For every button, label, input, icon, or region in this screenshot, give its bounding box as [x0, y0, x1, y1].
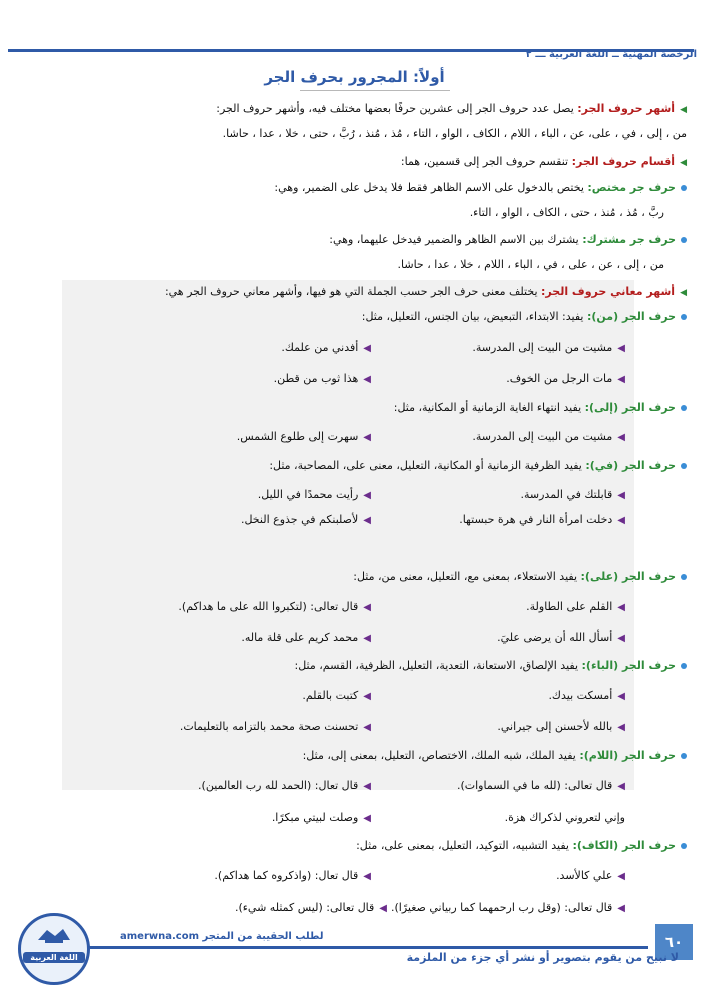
arrow-bullet-icon: ◀ — [363, 343, 371, 354]
kaf-label: حرف الجر (الكاف): — [572, 839, 676, 852]
kaf-text: يفيد التشبيه، التوكيد، التعليل، بمعنى على، مثل: — [356, 839, 573, 852]
exclusive-text: يختص بالدخول على الاسم الظاهر فقط فلا يدخل على الضمير، وهي: — [274, 181, 588, 194]
circle-bullet-icon — [681, 314, 687, 320]
copyright-warning: لا نبيح من يقوم بتصوير أو نشر أي جزء من الملزمة — [406, 951, 679, 964]
arrow-bullet-icon: ◀ — [617, 781, 625, 792]
divisions-text: تنقسم حروف الجر إلى قسمين، هما: — [400, 155, 572, 168]
triangle-bullet-icon: ◀ — [680, 105, 687, 115]
circle-bullet-icon — [681, 574, 687, 580]
arrow-bullet-icon: ◀ — [617, 722, 625, 733]
ala-text: يفيد الاستعلاء، بمعنى مع، التعليل، معنى من، مثل: — [353, 570, 581, 583]
ila-line — [394, 400, 687, 416]
shared-line — [329, 232, 687, 248]
arrow-bullet-icon: ◀ — [363, 515, 371, 526]
arrow-bullet-icon: ◀ — [379, 903, 387, 914]
page-number: ٦٠ — [655, 924, 693, 960]
arrow-bullet-icon: ◀ — [617, 602, 625, 613]
arrow-bullet-icon: ◀ — [363, 374, 371, 385]
intro-text: يصل عدد حروف الجر إلى عشرين حرفًا بعضها مختلف فيه، وأشهر حروف الجر: — [216, 102, 578, 115]
circle-bullet-icon — [681, 185, 687, 191]
meanings-line — [165, 284, 687, 301]
arrow-bullet-icon: ◀ — [363, 781, 371, 792]
store-link[interactable]: لطلب الحقيبة من المتجر amerwna.com — [120, 931, 324, 942]
watermark-area — [62, 280, 634, 790]
example-item: ◀وصلت لبيتي مبكرًا. — [271, 811, 371, 824]
example-item: ◀سهرت إلى طلوع الشمس. — [236, 430, 371, 443]
page-header: الرخصة المهنية ــ اللغة العربية ـــ ٢ — [525, 49, 697, 60]
example-item: ◀القلم على الطاولة. — [526, 600, 625, 613]
example-item: ◀علي كالأسد. — [556, 869, 625, 882]
circle-bullet-icon — [681, 663, 687, 669]
title-underline — [300, 90, 450, 91]
triangle-bullet-icon: ◀ — [680, 158, 687, 168]
intro-list: من ، إلى ، في ، على، عن ، الباء ، اللام ، الكاف ، الواو ، التاء ، مُذ ، مُنذ ، رُبَّ ، حتى ، خلا ، عدا ، حاشا. — [222, 127, 687, 140]
example-item: ◀قال تعالى: (لله ما في السماوات). — [456, 779, 625, 792]
lam-label: حرف الجر (اللام): — [579, 749, 676, 762]
meanings-text: يختلف معنى حرف الجر حسب الجملة التي هو فيها، وأشهر معاني حروف الجر هي: — [164, 285, 542, 298]
min-line — [362, 309, 687, 325]
example-item: ◀أمسكت بيدك. — [548, 689, 625, 702]
ila-label: حرف الجر (إلى): — [584, 401, 676, 414]
circle-bullet-icon — [681, 753, 687, 759]
fi-label: حرف الجر (في): — [585, 459, 676, 472]
ila-text: يفيد انتهاء الغاية الزمانية أو المكانية، مثل: — [393, 401, 585, 414]
circle-bullet-icon — [681, 463, 687, 469]
example-item: ◀مشيت من البيت إلى المدرسة. — [472, 341, 625, 354]
lam-text: يفيد الملك، شبه الملك، الاختصاص، التعليل، بمعنى إلى، مثل: — [302, 749, 580, 762]
arrow-bullet-icon: ◀ — [617, 903, 625, 914]
logo — [18, 913, 90, 985]
page-title: أولاً: المجرور بحرف الجر — [264, 68, 445, 86]
example-item: ◀تحسنت صحة محمد بالتزامه بالتعليمات. — [179, 720, 371, 733]
ba-text: يفيد الإلصاق، الاستعانة، التعدية، التعليل، الظرفية، القسم، مثل: — [294, 659, 582, 672]
fi-text: يفيد الظرفية الزمانية أو المكانية، التعليل، معنى على، المصاحبة، مثل: — [269, 459, 586, 472]
shared-label: حرف جر مشترك: — [582, 233, 676, 246]
arrow-bullet-icon: ◀ — [363, 691, 371, 702]
arrow-bullet-icon: ◀ — [363, 871, 371, 882]
example-item: ◀أسأل الله أن يرضى عليَ. — [497, 631, 625, 644]
arrow-bullet-icon: ◀ — [617, 515, 625, 526]
example-item: وإني لتعروني لذكراك هزة. — [504, 811, 625, 824]
lam-line — [303, 748, 687, 764]
example-item: ◀بالله لأحسنن إلى جيراني. — [497, 720, 625, 733]
example-item: ◀مشيت من البيت إلى المدرسة. — [472, 430, 625, 443]
logo-text: اللغة العربية — [23, 952, 85, 963]
circle-bullet-icon — [681, 237, 687, 243]
exclusive-line — [274, 180, 687, 196]
min-label: حرف الجر (من): — [586, 310, 676, 323]
ba-line — [295, 658, 688, 674]
arrow-bullet-icon: ◀ — [617, 691, 625, 702]
arrow-bullet-icon: ◀ — [617, 490, 625, 501]
example-item: ◀رأيت محمدًا في الليل. — [257, 488, 371, 501]
arrow-bullet-icon: ◀ — [617, 633, 625, 644]
ala-line — [353, 569, 687, 585]
divisions-label: أقسام حروف الجر: — [571, 155, 676, 168]
example-item: ◀لأصلبنكم في جذوع النخل. — [240, 513, 371, 526]
example-item: ◀أفدني من علمك. — [281, 341, 371, 354]
intro-line — [216, 101, 687, 118]
ala-label: حرف الجر (على): — [580, 570, 676, 583]
circle-bullet-icon — [681, 843, 687, 849]
logo-icon — [37, 926, 71, 944]
arrow-bullet-icon: ◀ — [363, 633, 371, 644]
example-item: ◀قال تعالى: (وقل رب ارحمهما كما ربياني صغيرًا).◀قال تعالى: (ليس كمثله شيء). — [234, 901, 625, 914]
kaf-line — [356, 838, 687, 854]
arrow-bullet-icon: ◀ — [617, 343, 625, 354]
example-item: ◀قال تعالى: (لتكبروا الله على ما هداكم). — [178, 600, 371, 613]
min-text: يفيد: الابتداء، التبعيض، بيان الجنس، التعليل، مثل: — [361, 310, 587, 323]
circle-bullet-icon — [681, 405, 687, 411]
shared-list: من ، إلى ، عن ، على ، في ، الباء ، اللام ، خلا ، عدا ، حاشا. — [397, 258, 664, 271]
triangle-bullet-icon: ◀ — [680, 288, 687, 298]
shared-text: يشترك بين الاسم الظاهر والضمير فيدخل عليهما، وهي: — [329, 233, 583, 246]
footer-rule — [88, 946, 648, 949]
arrow-bullet-icon: ◀ — [363, 722, 371, 733]
example-item: ◀قابلتك في المدرسة. — [520, 488, 625, 501]
ba-label: حرف الجر (الباء): — [581, 659, 676, 672]
exclusive-list: ربَّ ، مُذ ، مُنذ ، حتى ، الكاف ، الواو ، التاء. — [469, 206, 664, 219]
divisions-line — [401, 154, 687, 171]
arrow-bullet-icon: ◀ — [363, 813, 371, 824]
meanings-label: أشهر معاني حروف الجر: — [541, 285, 676, 298]
arrow-bullet-icon: ◀ — [363, 432, 371, 443]
example-item: ◀كتبت بالقلم. — [302, 689, 371, 702]
arrow-bullet-icon: ◀ — [363, 490, 371, 501]
example-item: ◀محمد كريم على قلة ماله. — [241, 631, 371, 644]
arrow-bullet-icon: ◀ — [363, 602, 371, 613]
example-item: ◀دخلت امرأة النار في هرة حبستها. — [459, 513, 625, 526]
example-item: ◀مات الرجل من الخوف. — [506, 372, 625, 385]
arrow-bullet-icon: ◀ — [617, 432, 625, 443]
example-item: ◀قال تعال: (الحمد لله رب العالمين). — [198, 779, 371, 792]
intro-label: أشهر حروف الجر: — [577, 102, 676, 115]
arrow-bullet-icon: ◀ — [617, 374, 625, 385]
exclusive-label: حرف جر مختص: — [587, 181, 676, 194]
arrow-bullet-icon: ◀ — [617, 871, 625, 882]
example-item: ◀هذا ثوب من قطن. — [273, 372, 371, 385]
example-item: ◀قال تعال: (واذكروه كما هداكم). — [214, 869, 371, 882]
fi-line — [269, 458, 687, 474]
